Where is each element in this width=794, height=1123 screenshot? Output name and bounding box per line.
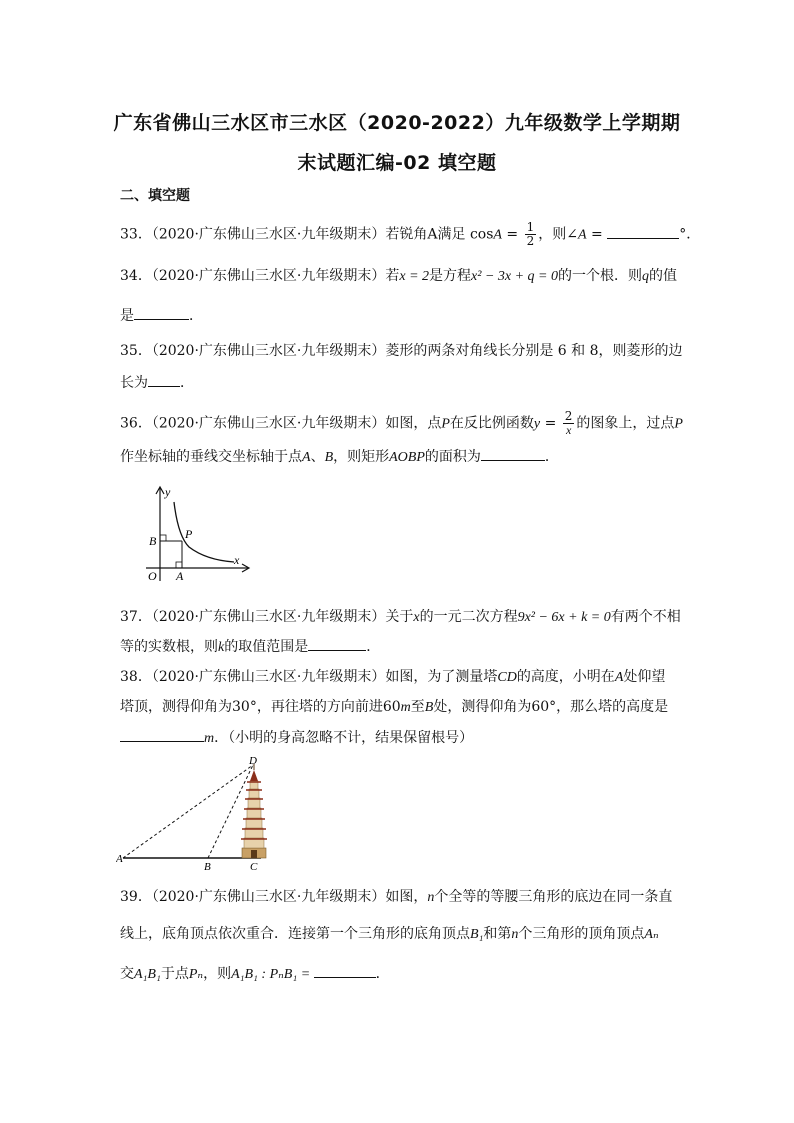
label-a: A — [116, 853, 123, 865]
question-source: （2020·广东佛山三水区·九年级期末） — [151, 226, 386, 243]
label-x: x — [234, 553, 240, 567]
answer-blank[interactable] — [134, 305, 189, 320]
fraction-two-over-x: $\frac{2}{x}$ — [564, 409, 573, 437]
figure-inverse-proportion-graph — [138, 484, 253, 584]
label-c: C — [250, 861, 258, 873]
question-37-line-2: 等的实数根，则k的取值范围是 ． — [120, 636, 380, 658]
fraction-one-half: $\frac{1}{2}$ — [526, 220, 535, 248]
question-35: 35．（2020·广东佛山三水区·九年级期末）菱形的两条对角线长分别是 6 和 8，则菱形的边 — [120, 343, 683, 359]
question-38: 38．（2020·广东佛山三水区·九年级期末）如图，为了测量塔CD的高度，小明在A处仰望 — [120, 669, 666, 685]
question-36-line-2: 作坐标轴的垂线交坐标轴于点A、B，则矩形AOBP的面积为 ． — [120, 446, 559, 468]
answer-blank[interactable] — [120, 727, 204, 742]
question-37: 37．（2020·广东佛山三水区·九年级期末）关于x的一元二次方程9x² − 6x + k = 0有两个不相 — [120, 609, 681, 625]
answer-blank[interactable] — [314, 963, 376, 978]
question-39-line-2: 线上，底角顶点依次重合．连接第一个三角形的底角顶点B₁和第n个三角形的顶角顶点Aₙ — [120, 926, 659, 942]
question-38-line-2: 塔顶，测得仰角为30°，再往塔的方向前进60m至B处，测得仰角为60°，那么塔的高度是 — [120, 699, 669, 715]
sight-line-from-a — [123, 765, 253, 858]
question-34: 34．（2020·广东佛山三水区·九年级期末）若x = 2是方程x² − 3x + q = 0的一个根．则q的值 — [120, 268, 677, 284]
question-35-line-2: 长为 ． — [120, 372, 194, 393]
pagoda-icon — [241, 764, 267, 858]
label-b: B — [149, 534, 157, 548]
label-p: P — [185, 527, 193, 541]
label-a: A — [176, 569, 184, 583]
question-39-line-3: 交A₁B₁于点Pₙ，则A₁B₁ : PₙB₁ = ． — [120, 963, 390, 985]
label-b: B — [204, 861, 211, 873]
document-title-line-1: 广东省佛山三水区市三水区（2020-2022）九年级数学上学期期 — [113, 112, 681, 134]
question-39: 39．（2020·广东佛山三水区·九年级期末）如图，n个全等的等腰三角形的底边在同一条直 — [120, 889, 673, 905]
figure-tower — [116, 752, 276, 874]
question-33: 33．（2020·广东佛山三水区·九年级期末）若锐角A满足 cosA = $\frac{1}{2}$ ，则∠A = °． — [120, 220, 701, 248]
label-o: O — [148, 569, 157, 583]
answer-blank[interactable] — [308, 636, 366, 651]
question-36: 36．（2020·广东佛山三水区·九年级期末）如图，点P在反比例函数y = $\frac{2}{x}$ 的图象上，过点P — [120, 409, 683, 437]
answer-blank[interactable] — [607, 224, 679, 239]
label-d: D — [249, 755, 257, 767]
right-angle-mark-a — [176, 562, 182, 568]
hyperbola-curve — [174, 502, 234, 562]
answer-blank[interactable] — [481, 446, 545, 461]
question-34-line-2: 是 ． — [120, 305, 203, 326]
document-title-line-2: 末试题汇编-02 填空题 — [297, 152, 497, 174]
question-38-line-3: m．（小明的身高忽略不计，结果保留根号） — [120, 727, 473, 749]
answer-blank[interactable] — [148, 372, 180, 387]
right-angle-mark-b — [160, 535, 166, 541]
section-heading: 二、填空题 — [120, 188, 190, 204]
label-y: y — [165, 485, 171, 499]
